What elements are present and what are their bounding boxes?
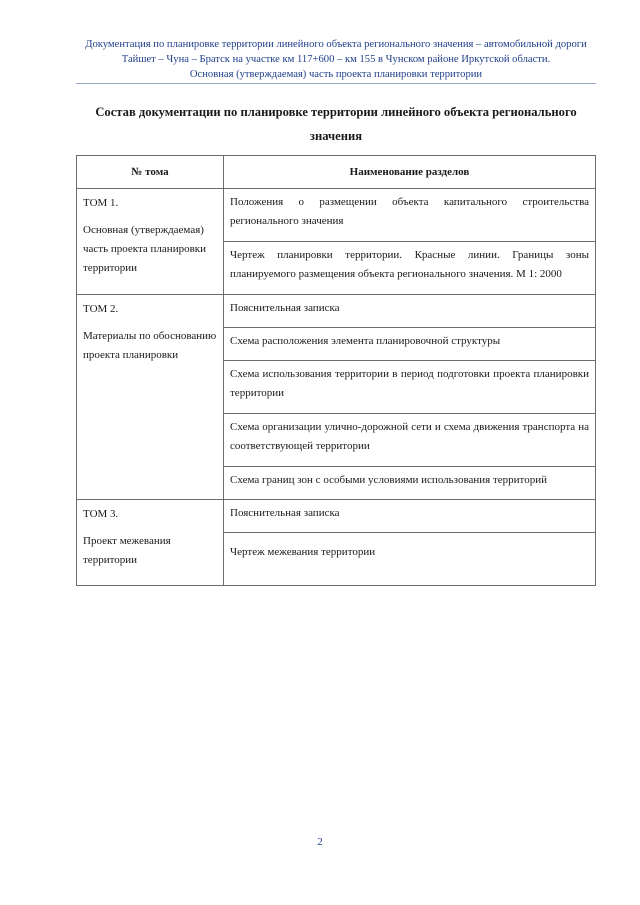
- header-line-3: Основная (утверждаемая) часть проекта планировки территории: [189, 69, 483, 80]
- column-header-sections: Наименование разделов: [224, 156, 596, 189]
- volume-number: ТОМ 2.: [83, 303, 119, 315]
- table-row: [77, 500, 596, 533]
- page-header: [60, 37, 612, 82]
- section-cell: Положения о размещении объекта капитального строительства регионального значения: [224, 189, 596, 242]
- section-cell: Пояснительная записка: [224, 295, 596, 328]
- volume-cell: [77, 295, 224, 500]
- volume-number: ТОМ 1.: [83, 197, 119, 209]
- documentation-table: [76, 155, 596, 586]
- table-row: [77, 189, 596, 242]
- section-cell: Схема организации улично-дорожной сети и схема движения транспорта на соответствующей территории: [224, 414, 596, 467]
- table-row: [77, 295, 596, 328]
- volume-number: ТОМ 3.: [83, 508, 119, 520]
- section-cell: Пояснительная записка: [224, 500, 596, 533]
- section-cell: Схема расположения элемента планировочной структуры: [224, 328, 596, 361]
- section-cell: Чертеж планировки территории. Красные линии. Границы зоны планируемого размещения объекта регионального значения. М 1: 2000: [224, 242, 596, 295]
- table-header-row: [77, 156, 596, 189]
- document-title: Состав документации по планировке территории линейного объекта регионального значения: [95, 105, 577, 143]
- page-number: 2: [317, 836, 323, 848]
- volume-cell: [77, 500, 224, 586]
- volume-name: Материалы по обоснованию проекта планировки: [83, 330, 217, 361]
- header-divider: [76, 83, 596, 84]
- header-line-2: Тайшет – Чуна – Братск на участке км 117+600 – км 155 в Чунском районе Иркутской области.: [121, 54, 551, 65]
- volume-name: Основная (утверждаемая) часть проекта планировки территории: [83, 224, 207, 274]
- section-cell: Схема использования территории в период подготовки проекта планировки территории: [224, 361, 596, 414]
- volume-cell: [77, 189, 224, 295]
- volume-name: Проект межевания территории: [83, 535, 171, 566]
- section-cell: Чертеж межевания территории: [224, 533, 596, 586]
- section-cell: Схема границ зон с особыми условиями использования территорий: [224, 467, 596, 500]
- column-header-volume: № тома: [77, 156, 224, 189]
- header-line-1: Документация по планировке территории линейного объекта регионального значения – автомобильной дороги: [85, 39, 587, 50]
